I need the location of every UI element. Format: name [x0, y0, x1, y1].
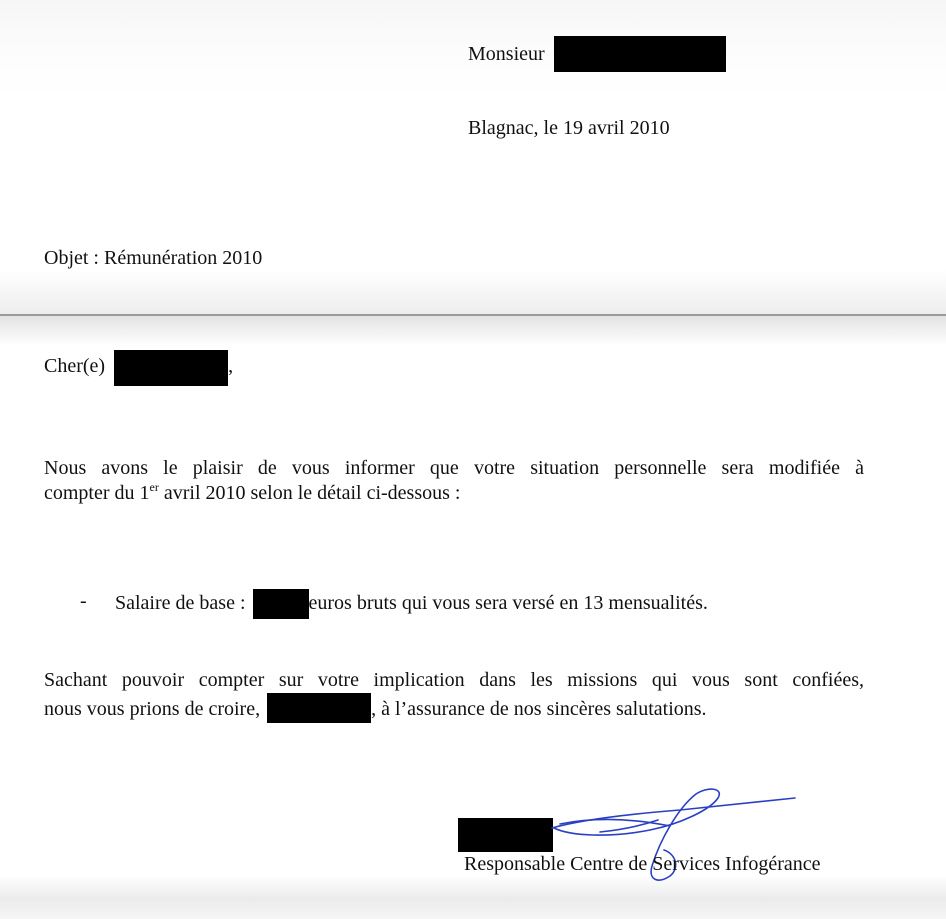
closing-line-2-start: nous vous prions de croire,	[44, 698, 261, 720]
place-date: Blagnac, le 19 avril 2010	[468, 117, 670, 139]
greeting-comma: ,	[228, 355, 234, 377]
closing-line-1: Sachant pouvoir compter sur votre implication dans les missions qui vous sont confiées,	[44, 669, 864, 691]
redacted-signatory-name	[458, 818, 553, 852]
redacted-recipient-name	[554, 36, 726, 72]
greeting-prefix: Cher(e)	[44, 355, 106, 377]
ordinal-superscript: er	[149, 480, 159, 494]
redacted-salary-amount	[253, 589, 309, 619]
salary-bullet: -	[80, 590, 87, 612]
closing-paragraph	[44, 668, 864, 723]
intro-line-2-end: avril 2010 selon le détail ci-dessous :	[158, 482, 461, 504]
fold-shadow	[0, 316, 946, 346]
intro-line-1: Nous avons le plaisir de vous informer que votre situation personnelle sera modifiée à	[44, 457, 864, 479]
salary-label: Salaire de base :	[115, 592, 246, 614]
closing-line-2	[44, 693, 864, 723]
subject-line: Objet : Rémunération 2010	[44, 247, 263, 269]
redacted-closing-name	[267, 693, 371, 723]
closing-line-2-end: , à l’assurance de nos sincères salutations.	[371, 698, 707, 720]
redacted-greeting-name	[114, 350, 228, 386]
fold-shadow	[0, 270, 946, 314]
intro-paragraph	[44, 456, 864, 506]
recipient-line	[468, 36, 726, 72]
intro-line-2	[44, 481, 864, 506]
salary-item	[115, 589, 708, 619]
salary-text: euros bruts qui vous sera versé en 13 mensualités.	[308, 592, 708, 614]
intro-line-2-start: compter du 1	[44, 482, 150, 504]
greeting	[44, 350, 233, 386]
recipient-title: Monsieur	[468, 43, 545, 65]
signatory-title: Responsable Centre de Services Infogérance	[464, 853, 821, 875]
